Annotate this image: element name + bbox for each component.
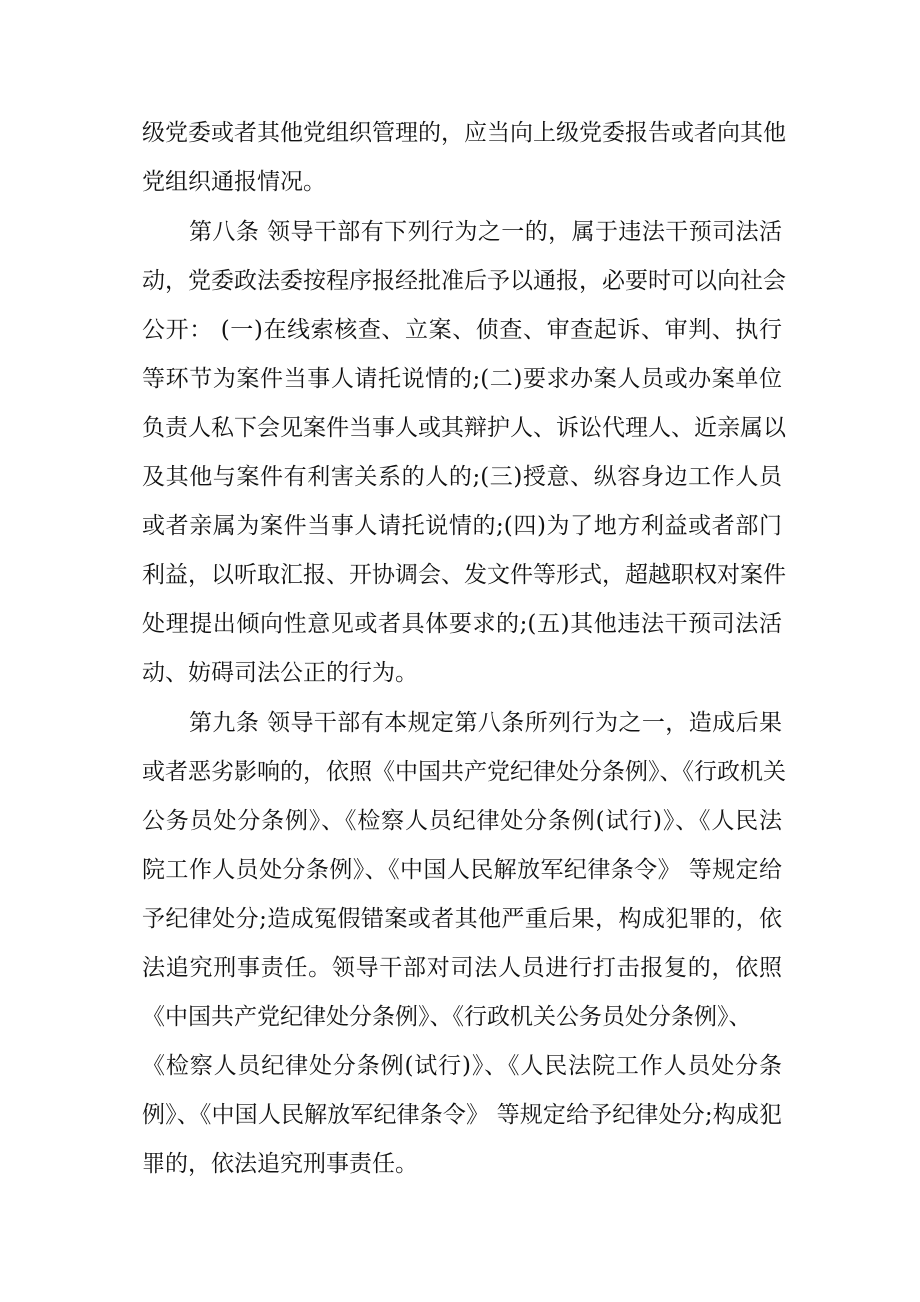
text-line: 党组织通报情况。 <box>142 169 326 195</box>
text-line: 及其他与案件有利害关系的人的;(三)授意、纵容身边工作人员 <box>142 464 782 490</box>
text-line: 罪的，依法追究刑事责任。 <box>142 1151 418 1177</box>
article-9-heading-line: 第九条 领导干部有本规定第八条所列行为之一，造成后果 <box>189 710 782 736</box>
text-line: 公开： (一)在线索核查、立案、侦查、审查起诉、审判、执行 <box>142 317 782 343</box>
text-line: 动，党委政法委按程序报经批准后予以通报，必要时可以向社会 <box>142 268 786 294</box>
text-line: 予纪律处分;造成冤假错案或者其他严重后果，构成犯罪的，依 <box>142 906 782 932</box>
text-line: 级党委或者其他党组织管理的，应当向上级党委报告或者向其他 <box>142 120 786 146</box>
text-line: 《中国共产党纪律处分条例》、《行政机关公务员处分条例》、 <box>142 1004 752 1030</box>
text-line: 公务员处分条例》、《检察人员纪律处分条例(试行)》、《人民法 <box>142 808 782 834</box>
text-line: 动、妨碍司法公正的行为。 <box>142 660 418 686</box>
text-line: 或者恶劣影响的，依照《中国共产党纪律处分条例》、《行政机关 <box>142 759 786 785</box>
text-line: 例》、《中国人民解放军纪律条令》 等规定给予纪律处分;构成犯 <box>142 1102 782 1128</box>
article-8-heading-line: 第八条 领导干部有下列行为之一的，属于违法干预司法活 <box>189 219 782 245</box>
text-line: 或者亲属为案件当事人请托说情的;(四)为了地方利益或者部门 <box>142 513 782 539</box>
text-line: 处理提出倾向性意见或者具体要求的;(五)其他违法干预司法活 <box>142 611 782 637</box>
text-line: 负责人私下会见案件当事人或其辩护人、诉讼代理人、近亲属以 <box>142 415 786 441</box>
text-line: 院工作人员处分条例》、《中国人民解放军纪律条令》 等规定给 <box>142 857 782 883</box>
text-line: 等环节为案件当事人请托说情的;(二)要求办案人员或办案单位 <box>142 366 782 392</box>
text-line: 法追究刑事责任。领导干部对司法人员进行打击报复的，依照 <box>142 955 782 981</box>
text-line: 利益，以听取汇报、开协调会、发文件等形式，超越职权对案件 <box>142 562 786 588</box>
text-line: 《检察人员纪律处分条例(试行)》、《人民法院工作人员处分条 <box>142 1053 782 1079</box>
